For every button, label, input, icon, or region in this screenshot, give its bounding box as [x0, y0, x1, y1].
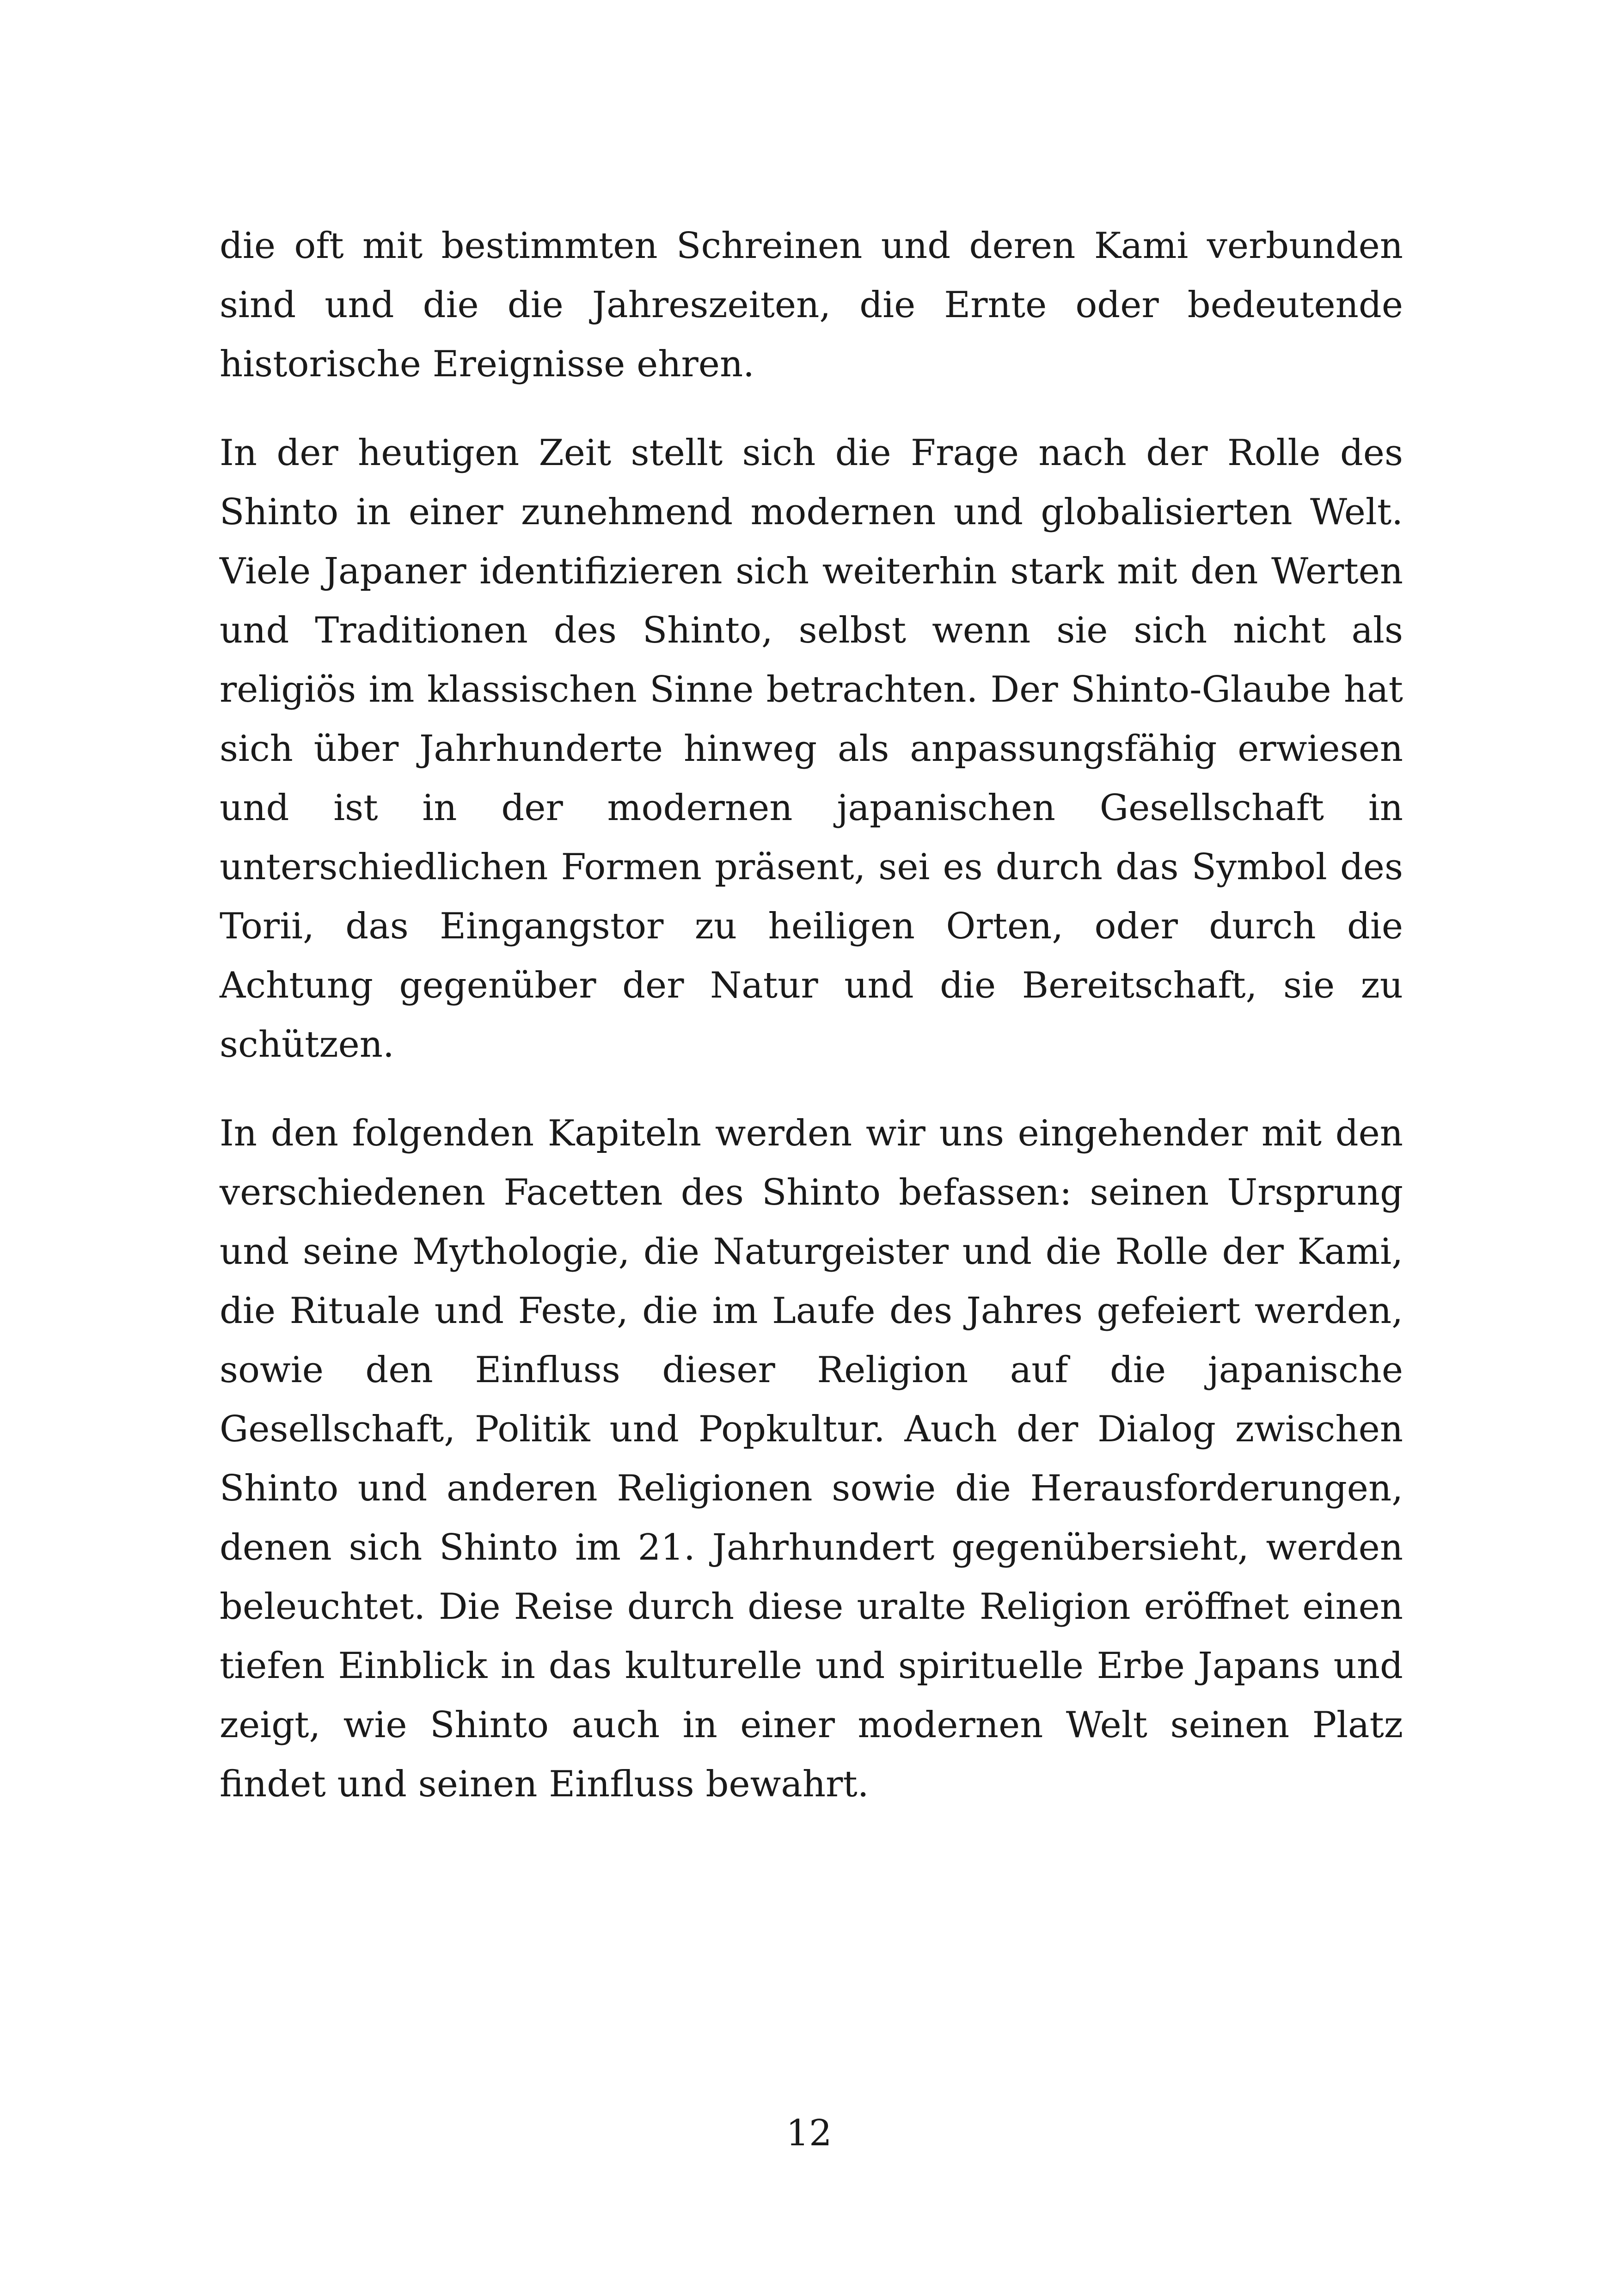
- paragraph-1: die oft mit bestimmten Schreinen und deren Kami verbunden sind und die die Jahreszeiten, die Ernte oder bedeutende historische Ereignisse ehren.: [220, 225, 1403, 385]
- body-text: [220, 216, 1403, 1814]
- page-number: 12: [786, 2112, 832, 2154]
- paragraph-2: In der heutigen Zeit stellt sich die Frage nach der Rolle des Shinto in einer zunehmend modernen und globalisierten Welt. Viele Japaner identifizieren sich weiterhin stark mit den Werten und Traditionen des Shinto, selbst wenn sie sich nicht als religiös im klassischen Sinne betrachten. Der Shinto-Glaube hat sich über Jahrhunderte hinweg als anpassungsfähig erwiesen und ist in der modernen japanischen Gesellschaft in unterschiedlichen Formen präsent, sei es durch das Symbol des Torii, das Eingangstor zu heiligen Orten, oder durch die Achtung gegenüber der Natur und die Bereitschaft, sie zu schützen.: [220, 432, 1403, 1065]
- paragraph-3: In den folgenden Kapiteln werden wir uns eingehender mit den verschiedenen Facetten des Shinto befassen: seinen Ursprung und seine Mythologie, die Naturgeister und die Rolle der Kami, die Rituale und Feste, die im Laufe des Jahres gefeiert werden, sowie den Einfluss dieser Religion auf die japanische Gesellschaft, Politik und Popkultur. Auch der Dialog zwischen Shinto und anderen Religionen sowie die Herausforderungen, denen sich Shinto im 21. Jahrhundert gegenübersieht, werden beleuchtet. Die Reise durch diese uralte Religion eröffnet einen tiefen Einblick in das kulturelle und spirituelle Erbe Japans und zeigt, wie Shinto auch in einer modernen Welt seinen Platz findet und seinen Einfluss bewahrt.: [220, 1113, 1403, 1805]
